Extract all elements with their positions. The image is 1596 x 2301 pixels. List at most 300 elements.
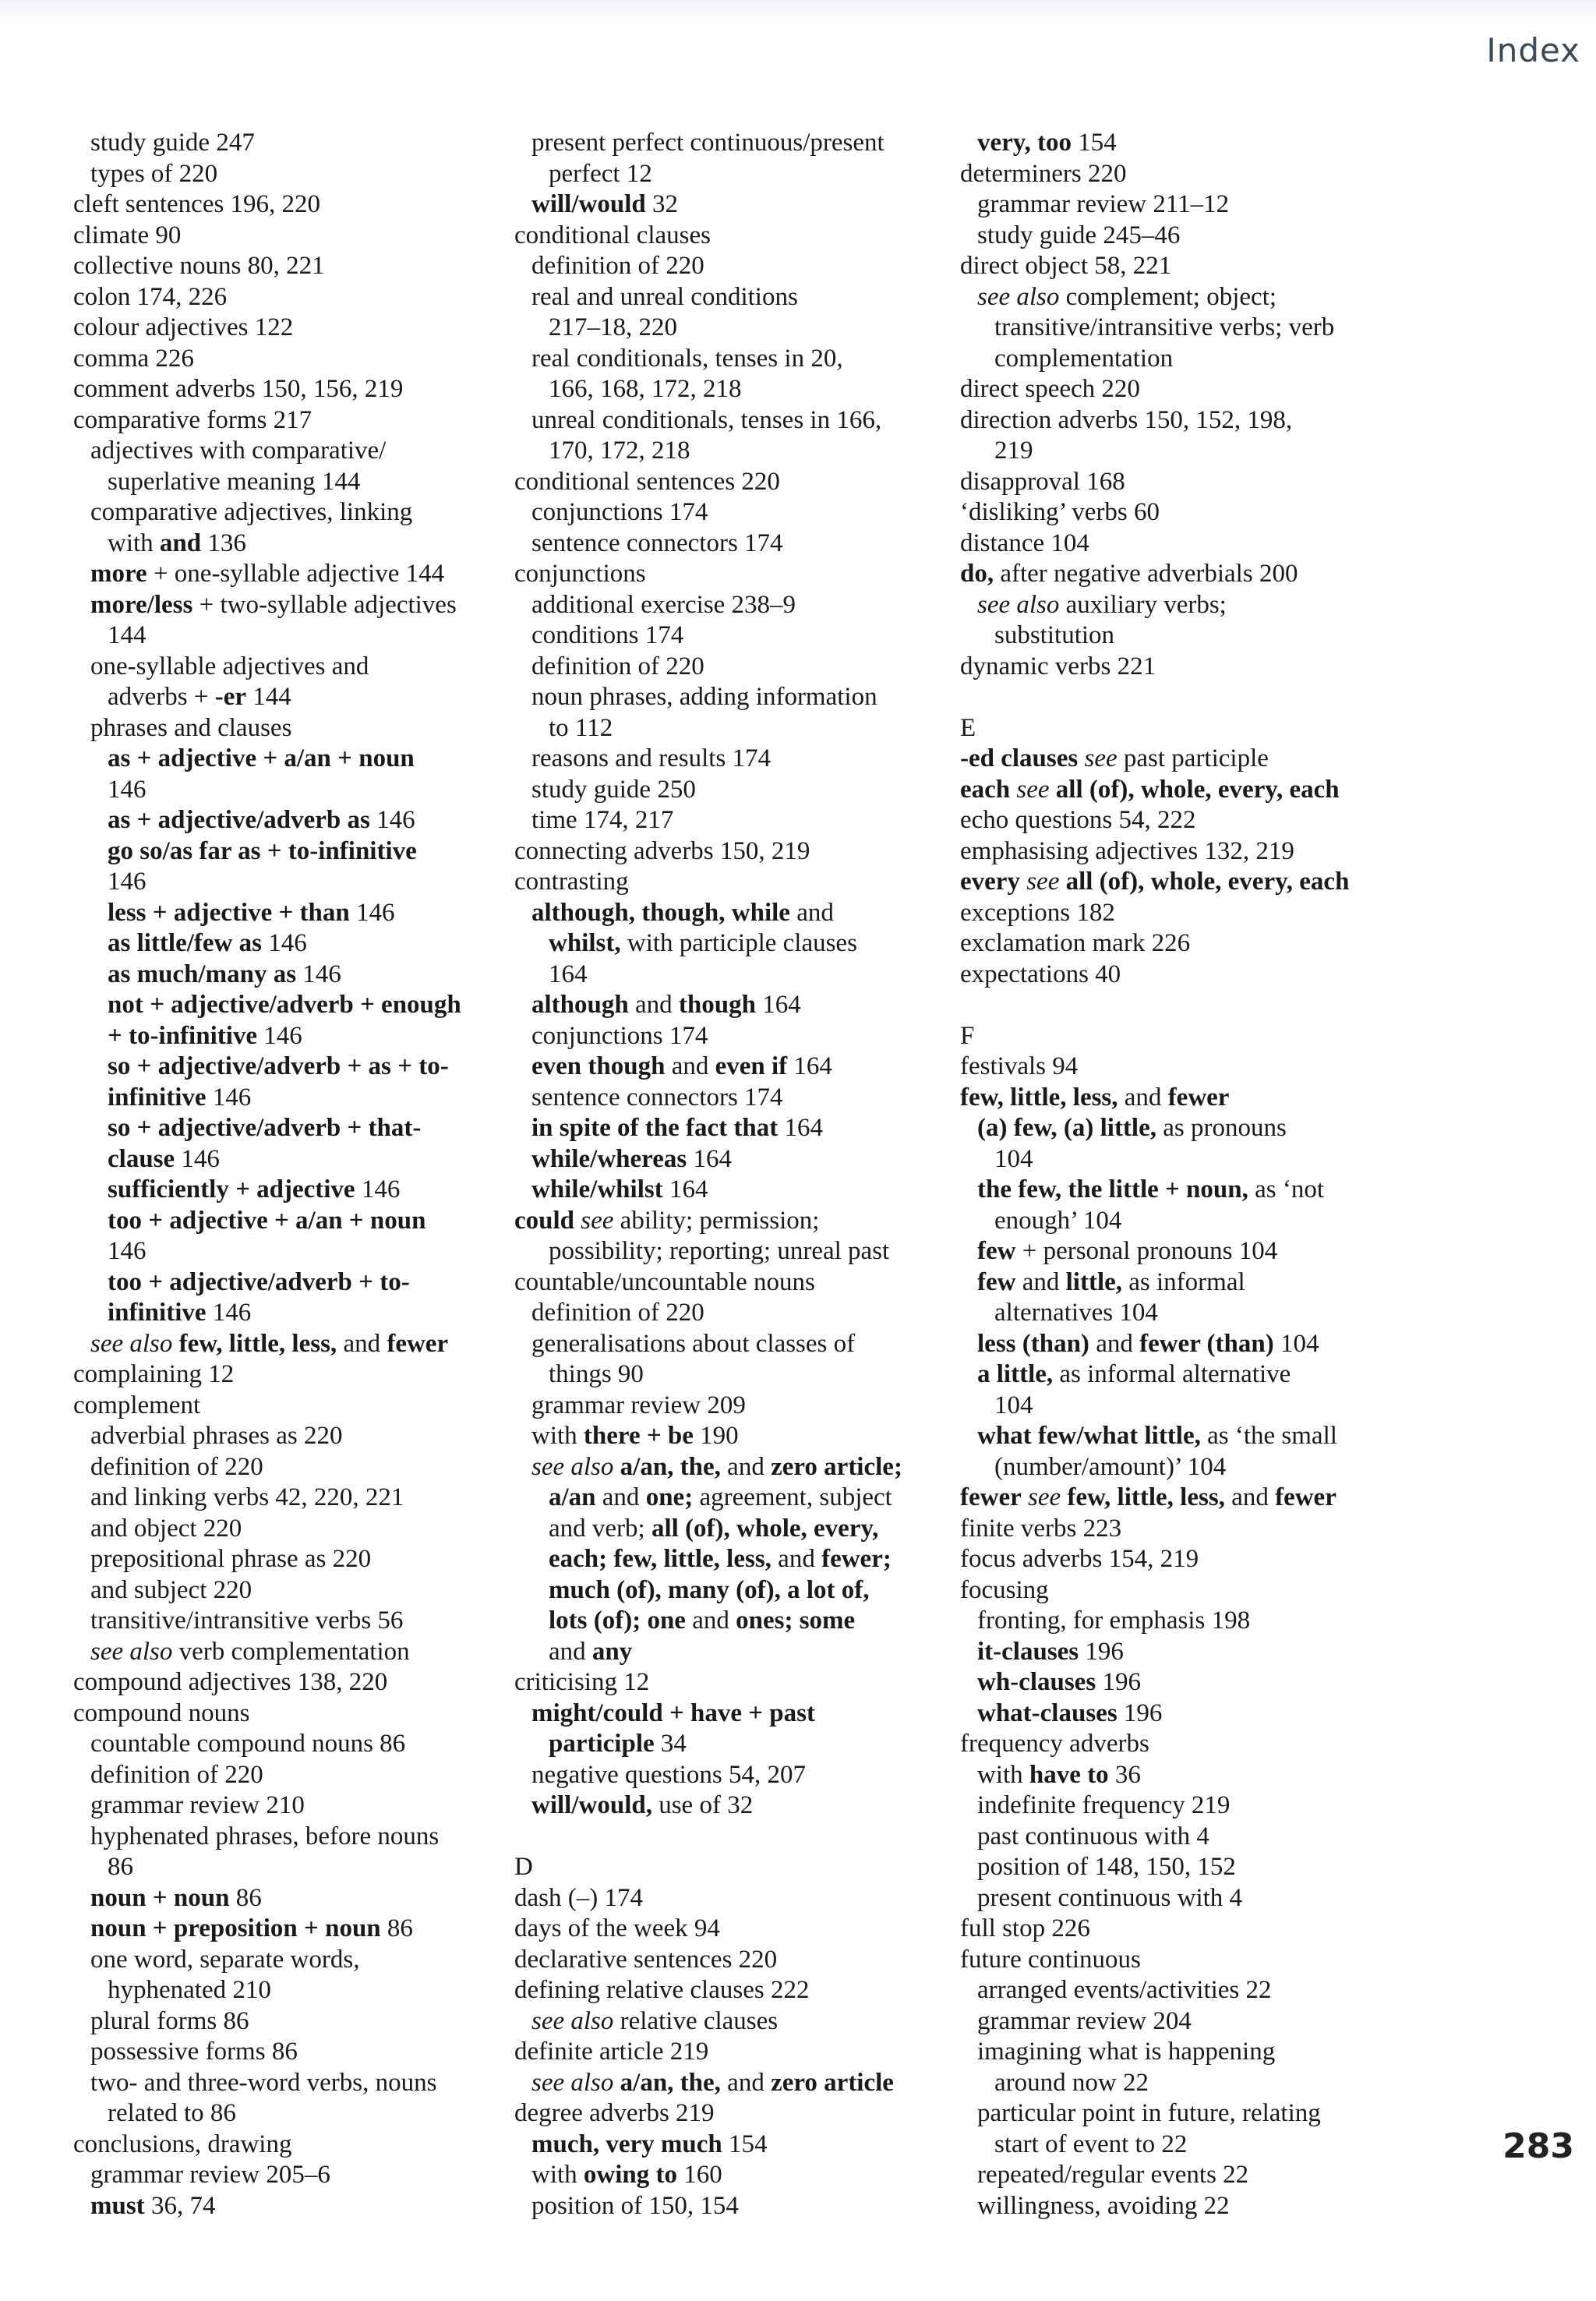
- index-subentry: [960, 1144, 1420, 1175]
- entry-text: particular point in future, relating: [977, 2099, 1321, 2127]
- index-subentry: [73, 128, 533, 159]
- index-entry: [960, 836, 1420, 868]
- index-entry: [960, 559, 1420, 590]
- index-subentry: [960, 1267, 1420, 1299]
- entry-text: less (than): [977, 1329, 1089, 1358]
- entry-text: and linking verbs 42, 220, 221: [90, 1483, 404, 1511]
- index-entry: [960, 1514, 1420, 1545]
- entry-text: a/an: [549, 1483, 596, 1511]
- index-subentry: [73, 1606, 533, 1637]
- entry-text: and: [337, 1329, 387, 1358]
- entry-text: grammar review 210: [90, 1791, 305, 1819]
- index-entry: [960, 1483, 1420, 1514]
- entry-text: conjunctions 174: [531, 1021, 708, 1050]
- index-subentry: [73, 1575, 533, 1606]
- entry-text: disapproval 168: [960, 467, 1125, 496]
- index-subentry: [960, 436, 1420, 467]
- entry-text: definition of 220: [531, 652, 704, 680]
- entry-text: see: [1084, 744, 1118, 772]
- entry-text: dynamic verbs 221: [960, 652, 1156, 680]
- entry-text: frequency adverbs: [960, 1730, 1149, 1758]
- entry-text: direct speech 220: [960, 375, 1140, 403]
- entry-text: expectations 40: [960, 960, 1121, 988]
- entry-text: defining relative clauses 222: [514, 1976, 810, 2004]
- index-subentry: [960, 2037, 1420, 2068]
- entry-text: + one-syllable adjective 144: [147, 560, 445, 588]
- entry-text: present continuous with 4: [977, 1883, 1243, 1912]
- entry-text: few, little, less,: [1067, 1483, 1225, 1511]
- entry-text: 86: [108, 1853, 133, 1881]
- entry-text: past participle: [1117, 744, 1269, 772]
- entry-text: so + adjective/adverb + as + to-: [108, 1052, 449, 1080]
- entry-text: 146: [257, 1021, 302, 1050]
- entry-text: exclamation mark 226: [960, 929, 1191, 957]
- entry-text: more/less: [90, 590, 193, 619]
- entry-text: related to 86: [108, 2099, 236, 2127]
- index-entry: [960, 867, 1420, 898]
- entry-text: F: [960, 1021, 975, 1050]
- entry-text: festivals 94: [960, 1052, 1079, 1080]
- index-entry: [514, 1945, 974, 1976]
- entry-text: [1078, 744, 1084, 772]
- entry-text: all (of), whole, every,: [651, 1514, 879, 1543]
- entry-text: collective nouns 80, 221: [73, 252, 325, 280]
- index-subentry: [960, 1206, 1420, 1237]
- index-subentry: [960, 1975, 1420, 2006]
- entry-text: see: [1026, 868, 1060, 896]
- entry-text: fewer: [387, 1329, 449, 1358]
- entry-text: more: [90, 560, 147, 588]
- index-subentry: [73, 436, 533, 467]
- index-subentry: [960, 1421, 1420, 1452]
- index-entry: [73, 1391, 533, 1422]
- entry-text: degree adverbs 219: [514, 2099, 715, 2127]
- index-subentry: [514, 1144, 974, 1175]
- entry-text: see: [581, 1206, 614, 1235]
- entry-text: whilst,: [549, 929, 621, 957]
- entry-text: one;: [645, 1483, 694, 1511]
- entry-text: see: [1016, 775, 1050, 804]
- entry-text: (a) few, (a) little,: [977, 1114, 1156, 1142]
- entry-text: ones; some: [736, 1606, 856, 1635]
- entry-text: conjunctions 174: [531, 498, 708, 526]
- entry-text: definite article 219: [514, 2038, 709, 2066]
- entry-text: 146: [206, 1083, 252, 1112]
- index-entry: [514, 867, 974, 898]
- entry-text: little,: [1065, 1267, 1123, 1296]
- entry-text: criticising 12: [514, 1668, 650, 1696]
- entry-text: will/would: [531, 190, 646, 218]
- entry-text: exceptions 182: [960, 898, 1115, 927]
- index-column-2: [514, 128, 974, 2221]
- entry-text: as informal alternative: [1053, 1360, 1291, 1388]
- entry-text: 146: [108, 1237, 147, 1265]
- entry-text: all (of), whole, every, each: [1055, 775, 1340, 804]
- entry-text: contrasting: [514, 868, 629, 896]
- entry-text: have to: [1029, 1760, 1109, 1789]
- entry-text: alternatives 104: [994, 1299, 1158, 1327]
- entry-text: sufficiently + adjective: [108, 1175, 355, 1204]
- entry-text: too + adjective + a/an + noun: [108, 1206, 426, 1235]
- index-subentry: [514, 282, 974, 313]
- entry-text: sentence connectors 174: [531, 528, 783, 557]
- index-subentry: [514, 1298, 974, 1329]
- entry-text: after negative adverbials 200: [994, 560, 1298, 588]
- index-entry: [73, 1359, 533, 1391]
- index-subentry: [514, 405, 974, 437]
- entry-text: finite verbs 223: [960, 1514, 1122, 1543]
- entry-text: fewer;: [821, 1545, 892, 1573]
- entry-text: definition of 220: [90, 1452, 263, 1481]
- index-subentry: [73, 1852, 533, 1883]
- index-subentry: [73, 867, 533, 898]
- index-subentry: [960, 1822, 1420, 1853]
- index-entry: [73, 374, 533, 405]
- entry-text: 104: [994, 1144, 1033, 1173]
- index-entry: [73, 405, 533, 437]
- entry-text: around now 22: [994, 2068, 1149, 2097]
- index-subentry: [73, 652, 533, 683]
- entry-text: [1059, 868, 1065, 896]
- entry-text: hyphenated phrases, before nouns: [90, 1822, 440, 1850]
- index-entry: [960, 898, 1420, 929]
- index-subentry: [73, 1822, 533, 1853]
- entry-text: the few, the little + noun,: [977, 1175, 1248, 1204]
- index-subentry: [960, 1236, 1420, 1267]
- entry-text: 160: [677, 2161, 722, 2189]
- entry-text: with: [108, 528, 160, 557]
- index-subentry: [73, 682, 533, 713]
- index-subentry: [73, 2006, 533, 2038]
- entry-text: fewer: [1167, 1083, 1230, 1112]
- entry-text: additional exercise 238–9: [531, 590, 796, 619]
- entry-text: participle: [549, 1730, 655, 1758]
- index-subentry: [73, 1883, 533, 1914]
- index-entry: [73, 313, 533, 344]
- index-subentry: [514, 1021, 974, 1052]
- entry-text: 164: [778, 1114, 823, 1142]
- entry-text: 144: [108, 621, 147, 649]
- entry-text: one word, separate words,: [90, 1945, 360, 1974]
- entry-text: 146: [206, 1299, 252, 1327]
- entry-text: might/could + have + past: [531, 1698, 815, 1727]
- entry-text: even though: [531, 1052, 666, 1080]
- entry-text: and: [1015, 1267, 1066, 1296]
- entry-text: compound nouns: [73, 1698, 250, 1727]
- entry-text: study guide 245–46: [977, 221, 1181, 249]
- entry-text: distance 104: [960, 528, 1089, 557]
- entry-text: study guide 250: [531, 775, 696, 804]
- entry-text: few, little, less,: [178, 1329, 337, 1358]
- entry-text: negative questions 54, 207: [531, 1760, 806, 1789]
- entry-text: 146: [349, 898, 395, 927]
- index-subentry: [73, 744, 533, 775]
- entry-text: much (of), many (of), a lot of,: [549, 1575, 870, 1604]
- entry-text: prepositional phrase as 220: [90, 1545, 372, 1573]
- entry-text: see also: [977, 590, 1060, 619]
- index-subentry: [960, 1391, 1420, 1422]
- index-subentry: [514, 528, 974, 560]
- index-subentry: [514, 2130, 974, 2161]
- index-entry: [514, 559, 974, 590]
- index-subentry: [73, 898, 533, 929]
- entry-text: as + adjective/adverb as: [108, 806, 370, 834]
- entry-text: will/would,: [531, 1791, 652, 1819]
- index-subentry: [73, 1452, 533, 1483]
- index-subentry: [514, 1452, 974, 1483]
- index-subentry: [514, 1175, 974, 1206]
- index-subentry: [514, 497, 974, 528]
- entry-text: 190: [693, 1422, 739, 1450]
- running-head: Index: [1486, 31, 1580, 69]
- entry-text: few: [977, 1267, 1016, 1296]
- entry-text: as pronouns: [1156, 1114, 1287, 1142]
- index-subentry: [73, 805, 533, 836]
- index-subentry: [73, 1914, 533, 1945]
- entry-text: much, very much: [531, 2130, 722, 2158]
- entry-text: determiners 220: [960, 159, 1127, 188]
- entry-text: conjunctions: [514, 560, 646, 588]
- entry-text: and: [159, 528, 202, 557]
- index-entry: [514, 1206, 974, 1237]
- index-subentry: [514, 251, 974, 282]
- entry-text: comma 226: [73, 344, 194, 373]
- entry-text: substitution: [994, 621, 1115, 649]
- entry-text: present perfect continuous/present: [531, 129, 885, 157]
- index-subentry: [960, 313, 1420, 344]
- entry-text: 166, 168, 172, 218: [549, 375, 742, 403]
- index-subentry: [960, 189, 1420, 221]
- index-entry: [73, 1698, 533, 1730]
- entry-text: lots (of); one: [549, 1606, 686, 1635]
- entry-text: complement; object;: [1059, 282, 1276, 311]
- entry-text: and object 220: [90, 1514, 242, 1543]
- entry-text: climate 90: [73, 221, 182, 249]
- index-subentry: [73, 713, 533, 744]
- entry-text: things 90: [549, 1360, 644, 1388]
- entry-text: transitive/intransitive verbs 56: [90, 1606, 404, 1635]
- index-subentry: [514, 2160, 974, 2191]
- index-subentry: [514, 990, 974, 1021]
- entry-text: comment adverbs 150, 156, 219: [73, 375, 404, 403]
- index-column-1: [73, 128, 533, 2221]
- entry-text: definition of 220: [531, 1299, 704, 1327]
- index-entry: [514, 1975, 974, 2006]
- entry-text: colour adjectives 122: [73, 313, 294, 341]
- index-subentry: [514, 1391, 974, 1422]
- entry-text: real and unreal conditions: [531, 282, 798, 311]
- index-subentry: [960, 1359, 1420, 1391]
- index-subentry: [514, 313, 974, 344]
- index-subentry: [514, 1236, 974, 1267]
- index-subentry: [960, 1760, 1420, 1791]
- index-subentry: [960, 2068, 1420, 2099]
- entry-text: position of 150, 154: [531, 2191, 739, 2220]
- entry-text: as ‘the small: [1200, 1422, 1337, 1450]
- entry-text: definition of 220: [531, 252, 704, 280]
- entry-text: ‘disliking’ verbs 60: [960, 498, 1160, 526]
- index-subentry: [514, 1359, 974, 1391]
- entry-text: noun phrases, adding information: [531, 683, 877, 711]
- entry-text: fewer: [1275, 1483, 1336, 1511]
- entry-text: days of the week 94: [514, 1914, 720, 1942]
- entry-text: start of event to 22: [994, 2130, 1188, 2158]
- entry-text: and: [665, 1052, 715, 1080]
- entry-text: types of 220: [90, 159, 218, 188]
- entry-text: direction adverbs 150, 152, 198,: [960, 405, 1293, 434]
- entry-text: conditional sentences 220: [514, 467, 780, 496]
- index-entry: [514, 2037, 974, 2068]
- index-subentry: [73, 467, 533, 498]
- index-subentry: [960, 221, 1420, 252]
- entry-text: all (of), whole, every, each: [1065, 868, 1350, 896]
- index-subentry: [73, 960, 533, 991]
- entry-text: 36, 74: [144, 2191, 216, 2220]
- entry-text: 146: [369, 806, 415, 834]
- index-subentry: [73, 1298, 533, 1329]
- entry-text: see also: [531, 2006, 614, 2035]
- entry-text: not + adjective/adverb + enough: [108, 991, 461, 1019]
- entry-text: emphasising adjectives 132, 219: [960, 836, 1294, 865]
- index-subentry: [960, 344, 1420, 375]
- index-subentry: [73, 1514, 533, 1545]
- entry-text: definition of 220: [90, 1760, 263, 1789]
- entry-text: focus adverbs 154, 219: [960, 1545, 1199, 1573]
- index-subentry: [73, 1206, 533, 1237]
- entry-text: less + adjective + than: [108, 898, 350, 927]
- entry-text: 36: [1108, 1760, 1141, 1789]
- index-entry: [73, 282, 533, 313]
- entry-text: position of 148, 150, 152: [977, 1853, 1236, 1881]
- entry-text: as ‘not: [1248, 1175, 1325, 1204]
- section-letter: [514, 1852, 974, 1883]
- index-subentry: [73, 836, 533, 868]
- entry-text: compound adjectives 138, 220: [73, 1668, 388, 1696]
- entry-text: every: [960, 868, 1020, 896]
- entry-text: 196: [1096, 1668, 1141, 1696]
- index-subentry: [73, 2098, 533, 2130]
- entry-text: grammar review 211–12: [977, 190, 1230, 218]
- entry-text: to 112: [549, 713, 613, 742]
- entry-text: fewer (than): [1139, 1329, 1274, 1358]
- index-entry: [960, 467, 1420, 498]
- entry-text: time 174, 217: [531, 806, 674, 834]
- index-subentry: [514, 1113, 974, 1144]
- index-entry: [960, 497, 1420, 528]
- index-entry: [960, 405, 1420, 437]
- index-subentry: [73, 1021, 533, 1052]
- index-subentry: [73, 1483, 533, 1514]
- entry-text: full stop 226: [960, 1914, 1090, 1942]
- entry-text: each: [960, 775, 1011, 804]
- entry-text: 196: [1117, 1698, 1163, 1727]
- index-subentry: [960, 1883, 1420, 1914]
- index-subentry: [73, 1790, 533, 1822]
- entry-text: adjectives with comparative/: [90, 437, 387, 465]
- entry-text: possessive forms 86: [90, 2038, 298, 2066]
- index-subentry: [960, 1790, 1420, 1822]
- entry-text: arranged events/activities 22: [977, 1976, 1272, 2004]
- section-letter: [960, 1021, 1420, 1052]
- entry-text: few, little, less,: [960, 1083, 1118, 1112]
- index-entry: [960, 374, 1420, 405]
- entry-text: owing to: [583, 2161, 678, 2189]
- index-subentry: [960, 1298, 1420, 1329]
- index-subentry: [73, 2191, 533, 2222]
- entry-text: countable/uncountable nouns: [514, 1267, 815, 1296]
- entry-text: 146: [108, 868, 147, 896]
- index-subentry: [514, 1637, 974, 1668]
- entry-text: dash (–) 174: [514, 1883, 643, 1912]
- index-subentry: [73, 1083, 533, 1114]
- index-subentry: [514, 928, 974, 960]
- entry-text: infinitive: [108, 1083, 207, 1112]
- spacer: [514, 1822, 974, 1853]
- entry-text: 154: [1071, 129, 1117, 157]
- entry-text: 164: [549, 960, 588, 988]
- entry-text: enough’ 104: [994, 1206, 1122, 1235]
- index-subentry: [73, 1236, 533, 1267]
- index-subentry: [514, 1760, 974, 1791]
- index-subentry: [514, 713, 974, 744]
- entry-text: too + adjective/adverb + to-: [108, 1267, 410, 1296]
- entry-text: any: [591, 1637, 633, 1666]
- entry-text: with: [977, 1760, 1029, 1789]
- entry-text: while/whilst: [531, 1175, 663, 1204]
- index-entry: [73, 251, 533, 282]
- index-subentry: [73, 559, 533, 590]
- index-subentry: [514, 1575, 974, 1606]
- entry-text: and: [1089, 1329, 1140, 1358]
- entry-text: it-clauses: [977, 1637, 1079, 1666]
- index-subentry: [514, 590, 974, 621]
- index-subentry: [73, 1637, 533, 1668]
- index-subentry: [73, 620, 533, 652]
- entry-text: and: [789, 898, 834, 927]
- index-entry: [960, 528, 1420, 560]
- entry-text: 104: [994, 1391, 1033, 1419]
- entry-text: connecting adverbs 150, 219: [514, 836, 810, 865]
- index-subentry: [960, 1637, 1420, 1668]
- page-number: 283: [1502, 2126, 1574, 2166]
- entry-text: noun + noun: [90, 1883, 230, 1912]
- entry-text: 32: [645, 190, 678, 218]
- entry-text: unreal conditionals, tenses in 166,: [531, 405, 882, 434]
- index-entry: [514, 1267, 974, 1299]
- entry-text: and: [595, 1483, 646, 1511]
- entry-text: + two-syllable adjectives: [192, 590, 457, 619]
- entry-text: [613, 1453, 620, 1481]
- index-subentry: [73, 928, 533, 960]
- entry-text: repeated/regular events 22: [977, 2161, 1249, 2189]
- entry-text: could: [514, 1206, 575, 1235]
- index-subentry: [514, 2006, 974, 2038]
- index-entry: [960, 1914, 1420, 1945]
- entry-text: and: [549, 1637, 592, 1666]
- entry-text: with: [531, 2161, 584, 2189]
- index-subentry: [73, 1975, 533, 2006]
- index-entry: [514, 2098, 974, 2130]
- entry-text: zero article;: [771, 1452, 902, 1481]
- entry-text: and subject 220: [90, 1575, 252, 1604]
- entry-text: 164: [687, 1144, 732, 1173]
- entry-text: few: [977, 1237, 1016, 1265]
- entry-text: 170, 172, 218: [549, 437, 690, 465]
- entry-text: as little/few as: [108, 929, 262, 957]
- entry-text: see also: [90, 1637, 173, 1666]
- index-entry: [73, 189, 533, 221]
- entry-text: although: [531, 991, 629, 1019]
